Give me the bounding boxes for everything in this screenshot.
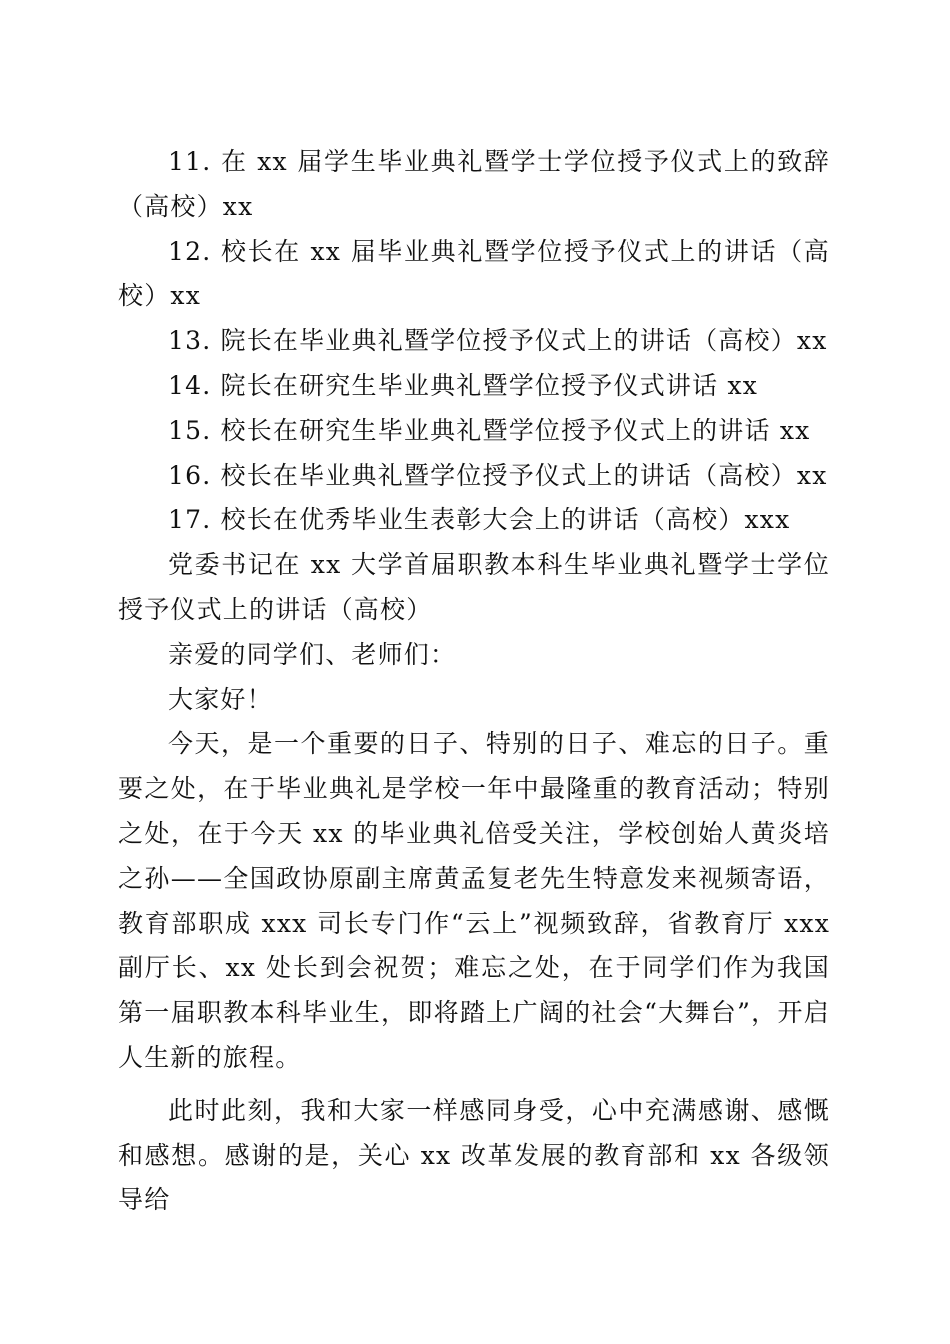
body-paragraph: 今天，是一个重要的日子、特别的日子、难忘的日子。重要之处，在于毕业典礼是学校一年中最隆重的教育活动；特别之处，在于今天 xx 的毕业典礼倍受关注，学校创始人黄炎培之孙——全国政协原副主席黄孟复老先生特意发来视频寄语，教育部职成 xxx 司长专门作“云上”视频致辞，省教育厅 xxx 副厅长、xx 处长到会祝贺；难忘之处，在于同学们作为我国第一届职教本科毕业生，即将踏上广阔的社会“大舞台”，开启人生新的旅程。	[118, 729, 830, 1072]
list-item: 11. 在 xx 届学生毕业典礼暨学士学位授予仪式上的致辞（高校）xx	[118, 147, 830, 221]
document-page	[118, 140, 830, 1223]
list-item: 14. 院长在研究生毕业典礼暨学位授予仪式讲话 xx	[168, 370, 759, 400]
body-paragraph: 此时此刻，我和大家一样感同身受，心中充满感谢、感慨和感想。感谢的是，关心 xx 改革发展的教育部和 xx 各级领导给	[118, 1095, 830, 1215]
salutation: 亲爱的同学们、老师们：	[168, 639, 457, 669]
list-item: 17. 校长在优秀毕业生表彰大会上的讲话（高校）xxx	[168, 505, 791, 535]
list-item: 12. 校长在 xx 届毕业典礼暨学位授予仪式上的讲话（高校）xx	[118, 236, 830, 311]
speech-title: 党委书记在 xx 大学首届职教本科生毕业典礼暨学士学位授予仪式上的讲话（高校）	[118, 550, 830, 624]
list-item: 16. 校长在毕业典礼暨学位授予仪式上的讲话（高校）xx	[168, 460, 828, 490]
list-item: 13. 院长在毕业典礼暨学位授予仪式上的讲话（高校）xx	[168, 326, 828, 356]
list-item: 15. 校长在研究生毕业典礼暨学位授予仪式上的讲话 xx	[168, 415, 811, 445]
greeting: 大家好！	[168, 684, 273, 714]
